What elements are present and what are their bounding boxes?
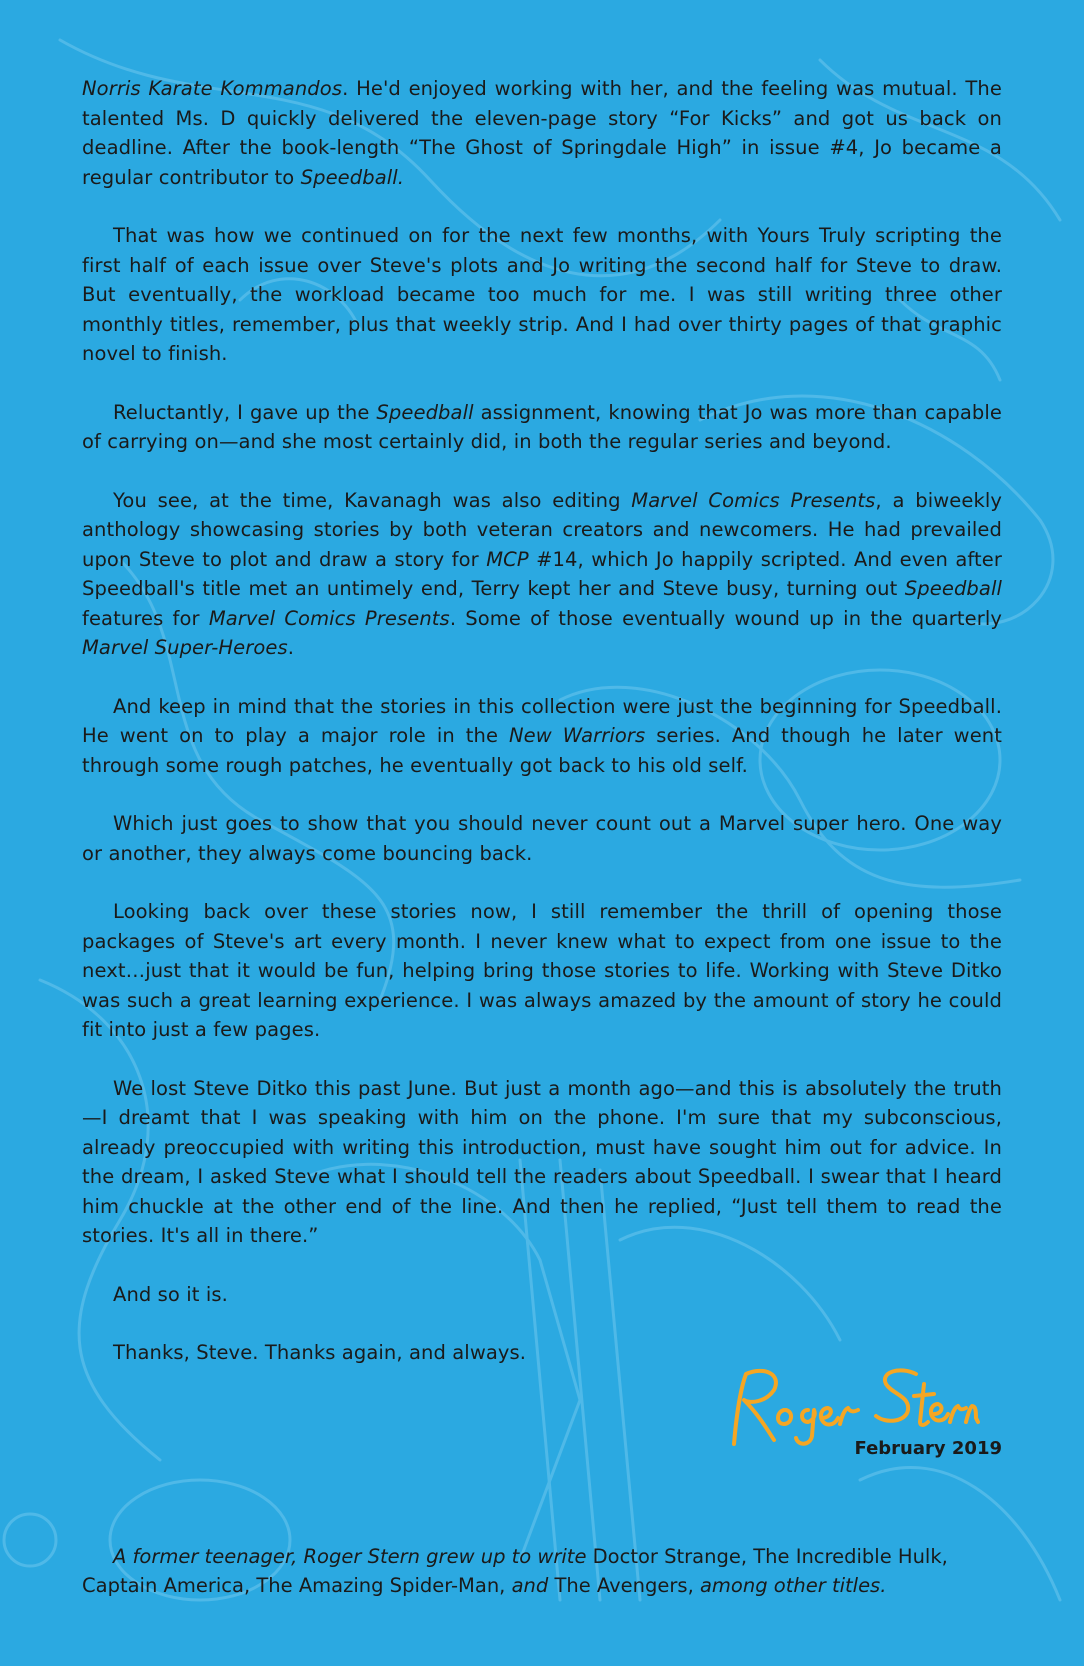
paragraph-8: We lost Steve Ditko this past June. But just a month ago—and this is absolutely the truth—I dreamt that I was speaking with him on the phone. I'm sure that my subconscious, already preoccupied with writing this introduction, must have sought him out for advice. In the dream, I asked Steve what I should tell the readers about Speedball. I swear that I heard him chuckle at the other end of the line. And then he replied, “Just tell them to read the stories. It's all in there.” xyxy=(82,1076,1002,1247)
text: , a biweekly anthology showcasing stories by both veteran creators and newcomers. He had prevailed upon Steve to plot and draw a story for xyxy=(82,488,1003,571)
title-list: Doctor Strange, The Incredible Hulk, Captain America, The Amazing Spider-Man, xyxy=(82,1544,948,1597)
text: and xyxy=(505,1574,555,1597)
title-new-warriors: New Warriors xyxy=(509,724,646,747)
text: And keep in mind that the stories in this collection were just the beginning for Speedball. He went on to play a major role in the xyxy=(82,694,1002,747)
paragraph-9: And so it is. xyxy=(113,1282,228,1306)
title-marvel-super-heroes: Marvel Super-Heroes xyxy=(82,636,288,659)
paragraph-7: Looking back over these stories now, I still remember the thrill of opening those packages of Steve's art every month. I never knew what to expect from one issue to the next…just that it would be fun, helping bring those stories to life. Working with Steve Ditko was such a great learning experience. I was always amazed by the amount of story he could fit into just a few pages. xyxy=(82,900,1002,1041)
title-mcp: MCP xyxy=(486,547,529,571)
text: A former teenager, Roger Stern grew up to write xyxy=(113,1544,593,1568)
paragraph-10: Thanks, Steve. Thanks again, and always. xyxy=(113,1341,527,1364)
text: . xyxy=(287,636,295,659)
signature-date: February 2019 xyxy=(854,1438,1002,1459)
paragraph-5 xyxy=(82,692,1002,781)
text: . He'd enjoyed working with her, and the feeling was mutual. The talented Ms. D quickly delivered the eleven-page story “For Kicks” and got us back on deadline. After the book-length “The Ghost of Springdale High” in issue #4, Jo became a regular contributor to xyxy=(82,77,1002,189)
text: You see, at the time, Kavanagh was also editing xyxy=(113,488,632,512)
paragraph-3 xyxy=(82,398,1002,457)
paragraph-1 xyxy=(82,74,1002,192)
text: series. And though he later went through some rough patches, he eventually got back to his old self. xyxy=(82,724,1002,777)
text: #14, which Jo happily scripted. And even after Speedball's title met an untimely end, Terry kept her and Steve busy, turning out xyxy=(82,547,1003,600)
title-speedball: Speedball xyxy=(904,577,1002,600)
text: features for xyxy=(82,606,209,630)
title-speedball: Speedball. xyxy=(300,165,405,189)
title-marvel-comics-presents: Marvel Comics Presents xyxy=(208,606,450,630)
text: . Some of those eventually wound up in the quarterly xyxy=(449,606,1003,630)
title-norris-karate-kommandos: Norris Karate Kommandos xyxy=(82,77,343,100)
text: assignment, knowing that Jo was more than capable of carrying on—and she most certainly did, in both the regular series and beyond. xyxy=(82,400,1002,453)
paragraph-6: Which just goes to show that you should never count out a Marvel super hero. One way or another, they always come bouncing back. xyxy=(82,812,1002,865)
signature-block xyxy=(700,1360,1002,1470)
text: among other titles. xyxy=(693,1574,887,1597)
paragraph-4 xyxy=(82,486,1002,663)
paragraph-2: That was how we continued on for the next few months, with Yours Truly scripting the first half of each issue over Steve's plots and Jo writing the second half for Steve to draw. But eventually, the workload became too much for me. I was still writing three other monthly titles, remember, plus that weekly strip. And I had over thirty pages of that graphic novel to finish. xyxy=(82,224,1002,365)
author-bio xyxy=(82,1542,1002,1601)
article-body xyxy=(82,74,1002,1397)
title-avengers: The Avengers, xyxy=(554,1574,694,1597)
text: Reluctantly, I gave up the xyxy=(113,400,377,424)
handwritten-signature xyxy=(720,1360,980,1450)
title-speedball: Speedball xyxy=(376,400,474,424)
title-marvel-comics-presents: Marvel Comics Presents xyxy=(631,488,876,512)
